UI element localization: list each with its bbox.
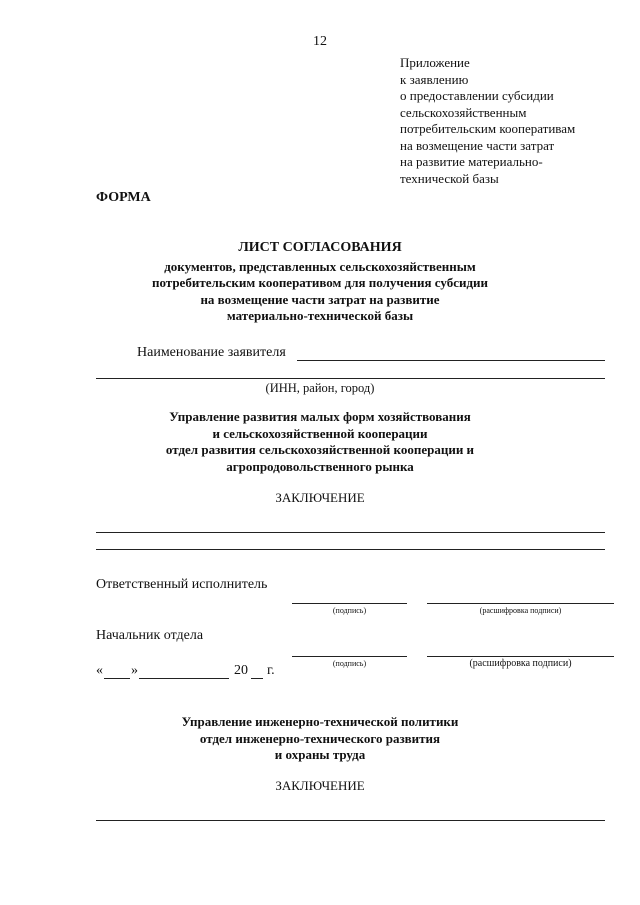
appendix-line: на развитие материально- <box>400 154 543 169</box>
title-line: материально-технической базы <box>226 308 414 323</box>
title-line: документов, представленных сельскохозяйственным <box>164 258 476 274</box>
head-signature-hint: (подпись) <box>332 659 367 668</box>
executor-label: Ответственный исполнитель <box>96 577 268 592</box>
applicant-name-field-2[interactable] <box>96 378 605 379</box>
section1-conclusion-label: ЗАКЛЮЧЕНИЕ <box>275 490 365 505</box>
date-month-field[interactable] <box>139 678 229 679</box>
section1-line: агропродовольственного рынка <box>226 458 414 474</box>
title-line: потребительским кооперативом для получения субсидии <box>151 275 489 290</box>
document-title <box>0 240 640 325</box>
date-year-suffix: г. <box>267 663 275 678</box>
section1-line: и сельскохозяйственной кооперации <box>212 425 428 441</box>
section2-conclusion-field-1[interactable] <box>96 820 605 821</box>
date-day-field[interactable] <box>104 678 130 679</box>
appendix-line: потребительским кооперативам <box>400 121 576 136</box>
applicant-name-field[interactable] <box>297 360 605 361</box>
applicant-label: Наименование заявителя <box>137 345 286 360</box>
executor-decoding-hint: (расшифровка подписи) <box>479 606 562 615</box>
title-main: ЛИСТ СОГЛАСОВАНИЯ <box>238 240 402 255</box>
date-year-prefix: 20 <box>234 663 248 678</box>
applicant-hint: (ИНН, район, город) <box>265 381 375 395</box>
appendix-line: о предоставлении субсидии <box>400 88 554 103</box>
executor-decoding-field[interactable] <box>427 603 614 604</box>
section2-line: и охраны труда <box>274 747 366 762</box>
section2-heading <box>0 714 640 764</box>
appendix-line: сельскохозяйственным <box>400 104 527 120</box>
page-number: 12 <box>313 34 327 49</box>
appendix-line: Приложение <box>400 55 470 70</box>
form-label: ФОРМА <box>96 190 151 205</box>
appendix-line: на возмещение части затрат <box>400 137 555 153</box>
section2-conclusion-label: ЗАКЛЮЧЕНИЕ <box>275 778 365 793</box>
date-year-field[interactable] <box>251 678 263 679</box>
date-close-quote: » <box>131 663 138 678</box>
section1-line: отдел развития сельскохозяйственной кооперации и <box>165 442 475 457</box>
head-decoding-hint: (расшифровка подписи) <box>469 658 572 669</box>
head-signature-field[interactable] <box>292 656 407 657</box>
section1-conclusion-field-1[interactable] <box>96 532 605 533</box>
appendix-line: технической базы <box>400 170 499 186</box>
section1-heading <box>0 409 640 475</box>
section2-line: отдел инженерно-технического развития <box>199 730 441 746</box>
executor-signature-field[interactable] <box>292 603 407 604</box>
head-decoding-field[interactable] <box>427 656 614 657</box>
title-line: на возмещение части затрат на развитие <box>200 291 440 307</box>
executor-signature-hint: (подпись) <box>332 606 367 615</box>
section2-line: Управление инженерно-технической политики <box>181 714 459 729</box>
appendix-line: к заявлению <box>400 71 469 87</box>
section1-conclusion-field-2[interactable] <box>96 549 605 550</box>
head-label: Начальник отдела <box>96 628 204 643</box>
section1-line: Управление развития малых форм хозяйствования <box>169 409 471 424</box>
date-open-quote: « <box>96 663 103 678</box>
appendix-block <box>400 55 630 187</box>
